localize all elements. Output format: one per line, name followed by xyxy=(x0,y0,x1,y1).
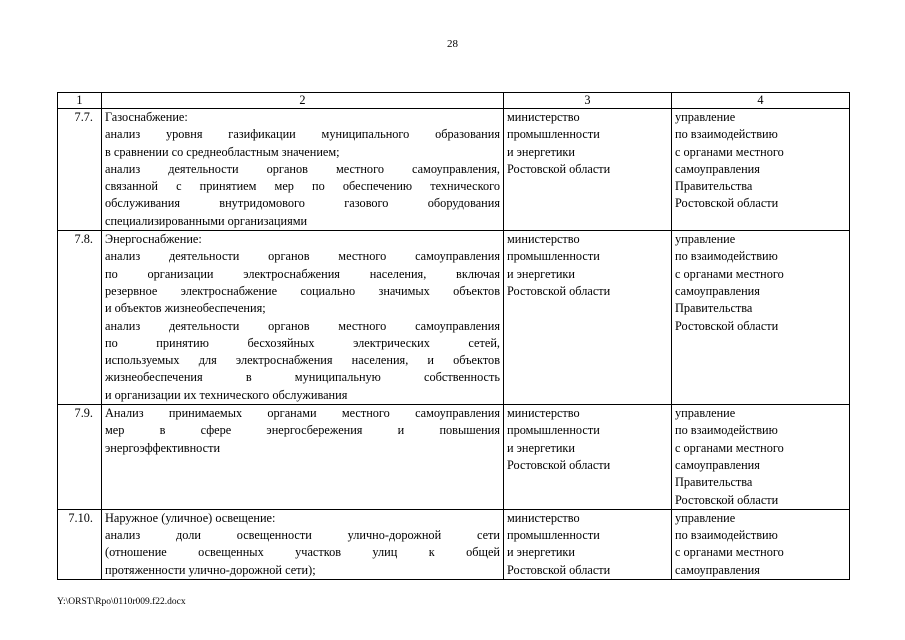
description-line: анализ доли освещенности улично-дорожной сети xyxy=(105,528,500,543)
header-col-2: 2 xyxy=(102,93,504,109)
responsible-ministry xyxy=(504,109,672,231)
ministry-line: министерство xyxy=(507,232,580,247)
department-line: Ростовской области xyxy=(675,196,779,211)
measure-description xyxy=(102,109,504,231)
description-line: мер в сфере энергосбережения и повышения xyxy=(105,423,500,438)
responsible-ministry xyxy=(504,509,672,579)
department-line: управление xyxy=(675,232,736,247)
department-line: с органами местного xyxy=(675,545,784,560)
department-line: Ростовской области xyxy=(675,492,779,507)
table-row xyxy=(58,509,850,579)
department-line: по взаимодействию xyxy=(675,127,778,142)
department-line: с органами местного xyxy=(675,144,784,159)
header-col-1: 1 xyxy=(58,93,102,109)
description-line: Энергоснабжение: xyxy=(105,232,202,247)
department-line: Правительства xyxy=(675,301,753,316)
description-line: Газоснабжение: xyxy=(105,110,188,124)
ministry-line: Ростовской области xyxy=(507,161,611,176)
coordinating-department xyxy=(672,109,850,231)
department-line: управление xyxy=(675,406,736,421)
ministry-line: и энергетики xyxy=(507,144,575,159)
description-line: анализ деятельности органов местного самоуправления xyxy=(105,249,500,264)
measure-description xyxy=(102,231,504,405)
ministry-line: Ростовской области xyxy=(507,457,611,472)
ministry-line: Ростовской области xyxy=(507,283,611,298)
ministry-line: и энергетики xyxy=(507,266,575,281)
description-line: резервное электроснабжение социально значимых объектов xyxy=(105,283,500,298)
ministry-line: министерство xyxy=(507,406,580,421)
department-line: управление xyxy=(675,110,736,124)
row-number: 7.8. xyxy=(58,231,102,405)
header-col-4: 4 xyxy=(672,93,850,109)
responsible-ministry xyxy=(504,231,672,405)
row-number: 7.9. xyxy=(58,405,102,510)
coordinating-department xyxy=(672,231,850,405)
ministry-line: промышленности xyxy=(507,249,600,264)
description-line: и объектов жизнеобеспечения; xyxy=(105,301,266,316)
ministry-line: министерство xyxy=(507,510,580,525)
table-row xyxy=(58,109,850,231)
department-line: управление xyxy=(675,510,736,525)
description-line: в сравнении со среднеобластным значением; xyxy=(105,144,340,159)
measure-description xyxy=(102,509,504,579)
description-line: обслуживания внутридомового газового оборудования xyxy=(105,196,500,211)
description-line: Наружное (уличное) освещение: xyxy=(105,510,276,525)
description-line: по организации электроснабжения населения, включая xyxy=(105,266,500,281)
ministry-line: промышленности xyxy=(507,127,600,142)
description-line: анализ деятельности органов местного самоуправления xyxy=(105,318,500,333)
department-line: по взаимодействию xyxy=(675,249,778,264)
ministry-line: промышленности xyxy=(507,423,600,438)
department-line: самоуправления xyxy=(675,457,760,472)
header-col-3: 3 xyxy=(504,93,672,109)
description-line: Анализ принимаемых органами местного самоуправления xyxy=(105,406,500,421)
page-number: 28 xyxy=(447,38,458,50)
coordinating-department xyxy=(672,509,850,579)
measures-table xyxy=(57,92,850,580)
department-line: по взаимодействию xyxy=(675,423,778,438)
table-row xyxy=(58,405,850,510)
department-line: по взаимодействию xyxy=(675,528,778,543)
department-line: самоуправления xyxy=(675,161,760,176)
description-line: жизнеобеспечения в муниципальную собственность xyxy=(105,370,500,385)
department-line: самоуправления xyxy=(675,283,760,298)
description-line: и организации их технического обслуживания xyxy=(105,387,348,402)
row-number: 7.10. xyxy=(58,509,102,579)
measure-description xyxy=(102,405,504,510)
department-line: Ростовской области xyxy=(675,318,779,333)
description-line: связанной с принятием мер по обеспечению технического xyxy=(105,179,500,194)
description-line: по принятию бесхозяйных электрических сетей, xyxy=(105,335,500,350)
ministry-line: и энергетики xyxy=(507,440,575,455)
ministry-line: Ростовской области xyxy=(507,562,611,577)
ministry-line: промышленности xyxy=(507,528,600,543)
department-line: самоуправления xyxy=(675,562,760,577)
file-path-footer: Y:\ORST\Rpo\0110r009.f22.docx xyxy=(57,597,186,607)
table-header-row xyxy=(58,93,850,109)
ministry-line: министерство xyxy=(507,110,580,124)
table-row xyxy=(58,231,850,405)
row-number: 7.7. xyxy=(58,109,102,231)
department-line: Правительства xyxy=(675,475,753,490)
description-line: энергоэффективности xyxy=(105,440,221,455)
ministry-line: и энергетики xyxy=(507,545,575,560)
description-line: анализ деятельности органов местного самоуправления, xyxy=(105,161,500,176)
department-line: Правительства xyxy=(675,179,753,194)
description-line: специализированными организациями xyxy=(105,213,308,228)
coordinating-department xyxy=(672,405,850,510)
description-line: используемых для электроснабжения населения, и объектов xyxy=(105,353,500,368)
description-line: протяженности улично-дорожной сети); xyxy=(105,562,316,577)
description-line: (отношение освещенных участков улиц к общей xyxy=(105,545,500,560)
department-line: с органами местного xyxy=(675,266,784,281)
responsible-ministry xyxy=(504,405,672,510)
description-line: анализ уровня газификации муниципального образования xyxy=(105,127,500,142)
department-line: с органами местного xyxy=(675,440,784,455)
